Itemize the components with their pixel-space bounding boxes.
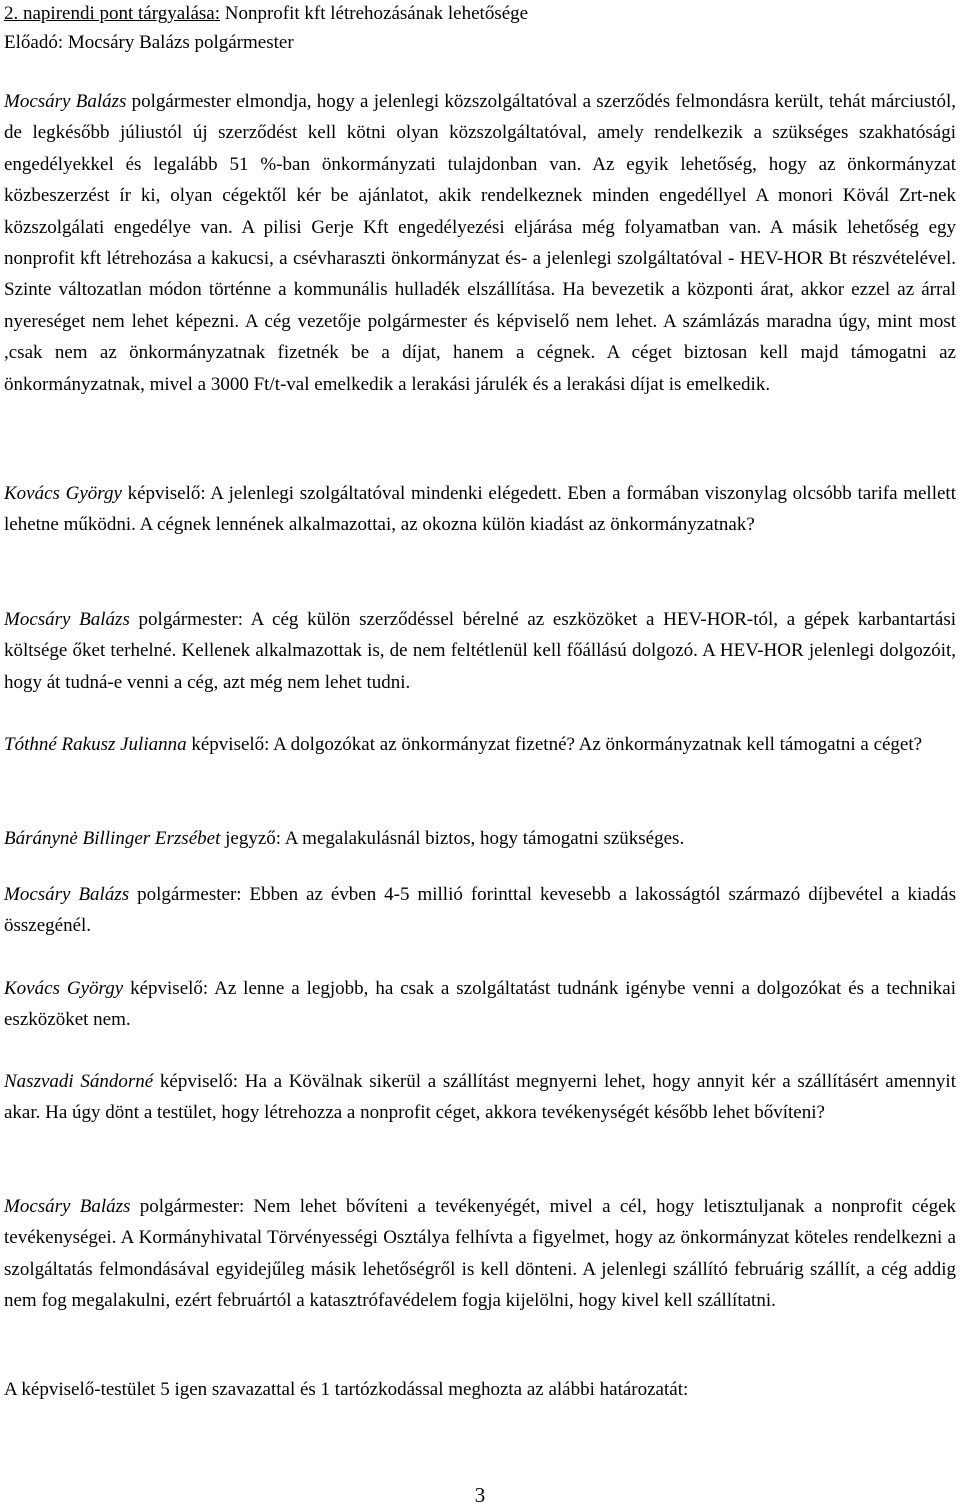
agenda-item-title: Nonprofit kft létrehozásának lehetősége	[219, 3, 529, 24]
paragraph-4	[4, 729, 956, 760]
speaker-name: Mocsáry Balázs	[4, 884, 130, 905]
speaker-role: képviselő:	[121, 483, 206, 504]
paragraph-text: Ha a Kövälnak sikerül a szállítást megnyerni lehet, hogy annyit kér a szállításért amennyit akar. Ha úgy dönt a testület, hogy létrehozza a nonprofit céget, akkora tevékenységét később lehet bővíteni?	[4, 1071, 956, 1124]
speaker-role: jegyző:	[220, 828, 282, 849]
paragraph-3	[4, 604, 956, 698]
presenter-line	[4, 29, 294, 57]
paragraph-5	[4, 823, 956, 854]
paragraph-7	[4, 973, 956, 1036]
paragraph-text: Az lenne a legjobb, ha csak a szolgáltatást tudnánk igénybe venni a dolgozókat és a technikai eszközöket nem.	[4, 978, 956, 1031]
paragraph-1	[4, 86, 956, 400]
presenter-text: Előadó: Mocsáry Balázs polgármester	[4, 32, 294, 53]
agenda-item-label: 2. napirendi pont tárgyalása:	[4, 3, 220, 24]
speaker-role: polgármester	[126, 91, 231, 112]
paragraph-6	[4, 879, 956, 942]
speaker-name: Mocsáry Balázs	[4, 91, 127, 112]
resolution-intro	[4, 1374, 956, 1405]
speaker-role: képviselő:	[123, 978, 209, 999]
speaker-name: Tóthné Rakusz Julianna	[4, 734, 187, 755]
paragraph-text: A dolgozókat az önkormányzat fizetné? Az önkormányzatnak kell támogatni a céget?	[269, 734, 923, 755]
page-number: 3	[474, 1483, 486, 1507]
speaker-role: polgármester:	[130, 1196, 245, 1217]
paragraph-text: A képviselő-testület 5 igen szavazattal és 1 tartózkodással meghozta az alábbi határozatát:	[4, 1379, 689, 1400]
paragraph-9	[4, 1191, 956, 1317]
speaker-name: Báránynė Billinger Erzsébet	[4, 828, 221, 849]
speaker-role: képviselő:	[153, 1071, 239, 1092]
paragraph-text: Ebben az évben 4-5 millió forinttal kevesebb a lakosságtól származó díjbevétel a kiadás összegénél.	[4, 884, 957, 937]
speaker-role: polgármester:	[129, 609, 244, 630]
paragraph-8	[4, 1066, 956, 1129]
speaker-name: Kovács György	[4, 483, 122, 504]
paragraph-text: Nem lehet bővíteni a tevékenyégét, mivel a cél, hogy letisztuljanak a nonprofit cégek tevékenységei. A Kormányhivatal Törvényességi Osztálya felhívta a figyelmet, hogy az önkormányzat köteles rendelkezni a szolgáltatás felmondásával egyidejűleg másik lehetőségről is kell dönteni. A jelenlegi szállító februárig szállít, a cég addig nem fog megalakulni, ezért februártól a katasztrófavédelem fogja kijelölni, hogy kivel kell szállítatni.	[4, 1196, 957, 1312]
speaker-name: Naszvadi Sándorné	[4, 1071, 154, 1092]
paragraph-text: A cég külön szerződéssel bérelné az eszközöket a HEV-HOR-tól, a gépek karbantartási költsége őket terhelné. Kellenek alkalmazottak is, de nem feltétlenül kell főállású dolgozó. A HEV-HOR jelenlegi dolgozóit, hogy át tudná-e venni a cég, azt még nem lehet tudni.	[4, 609, 957, 693]
agenda-heading	[4, 0, 528, 28]
paragraph-text: A jelenlegi szolgáltatóval mindenki elégedett. Eben a formában viszonylag olcsóbb tarifa mellett lehetne működni. A cégnek lennének alkalmazottai, az okozna külön kiadást az önkormányzatnak?	[4, 483, 956, 536]
paragraph-text: A megalakulásnál biztos, hogy támogatni szükséges.	[281, 828, 685, 849]
speaker-name: Mocsáry Balázs	[4, 1196, 131, 1217]
speaker-name: Kovács György	[4, 978, 124, 999]
speaker-role: képviselő:	[186, 734, 270, 755]
paragraph-2	[4, 478, 956, 541]
speaker-name: Mocsáry Balázs	[4, 609, 130, 630]
speaker-role: polgármester:	[129, 884, 242, 905]
paragraph-text: elmondja, hogy a jelenlegi közszolgáltatóval a szerződés felmondásra került, tehát márciustól, de legkésőbb júliustól új szerződést kell kötni olyan közszolgáltatóval, amely rendelkezik a szükséges szakhatósági engedélyekkel és legalább 51 %-ban önkormányzati tulajdonban van. Az egyik lehetőség, hogy az önkormányzat közbeszerzést ír ki, olyan cégektől kér be ajánlatot, akik rendelkeznek minden engedéllyel A monori Kövál Zrt-nek közszolgálati engedélye van. A pilisi Gerje Kft engedélyezési eljárása még folyamatban van. A másik lehetőség egy nonprofit kft létrehozása a kakucsi, a csévharaszti önkormányzat és- a jelenlegi szolgáltatóval - HEV-HOR Bt részvételével. Szinte változatlan módon történne a kommunális hulladék elszállítása. Ha bevezetik a központi árat, akkor ezzel az árral nyereséget nem lehet képezni. A cég vezetője polgármester és képviselő nem lehet. A számlázás maradna úgy, mint most ,csak nem az önkormányzatnak fizetnék be a díjat, hanem a cégnek. A céget biztosan kell majd támogatni az önkormányzatnak, mivel a 3000 Ft/t-val emelkedik a lerakási járulék és a lerakási díjat is emelkedik.	[4, 91, 956, 395]
